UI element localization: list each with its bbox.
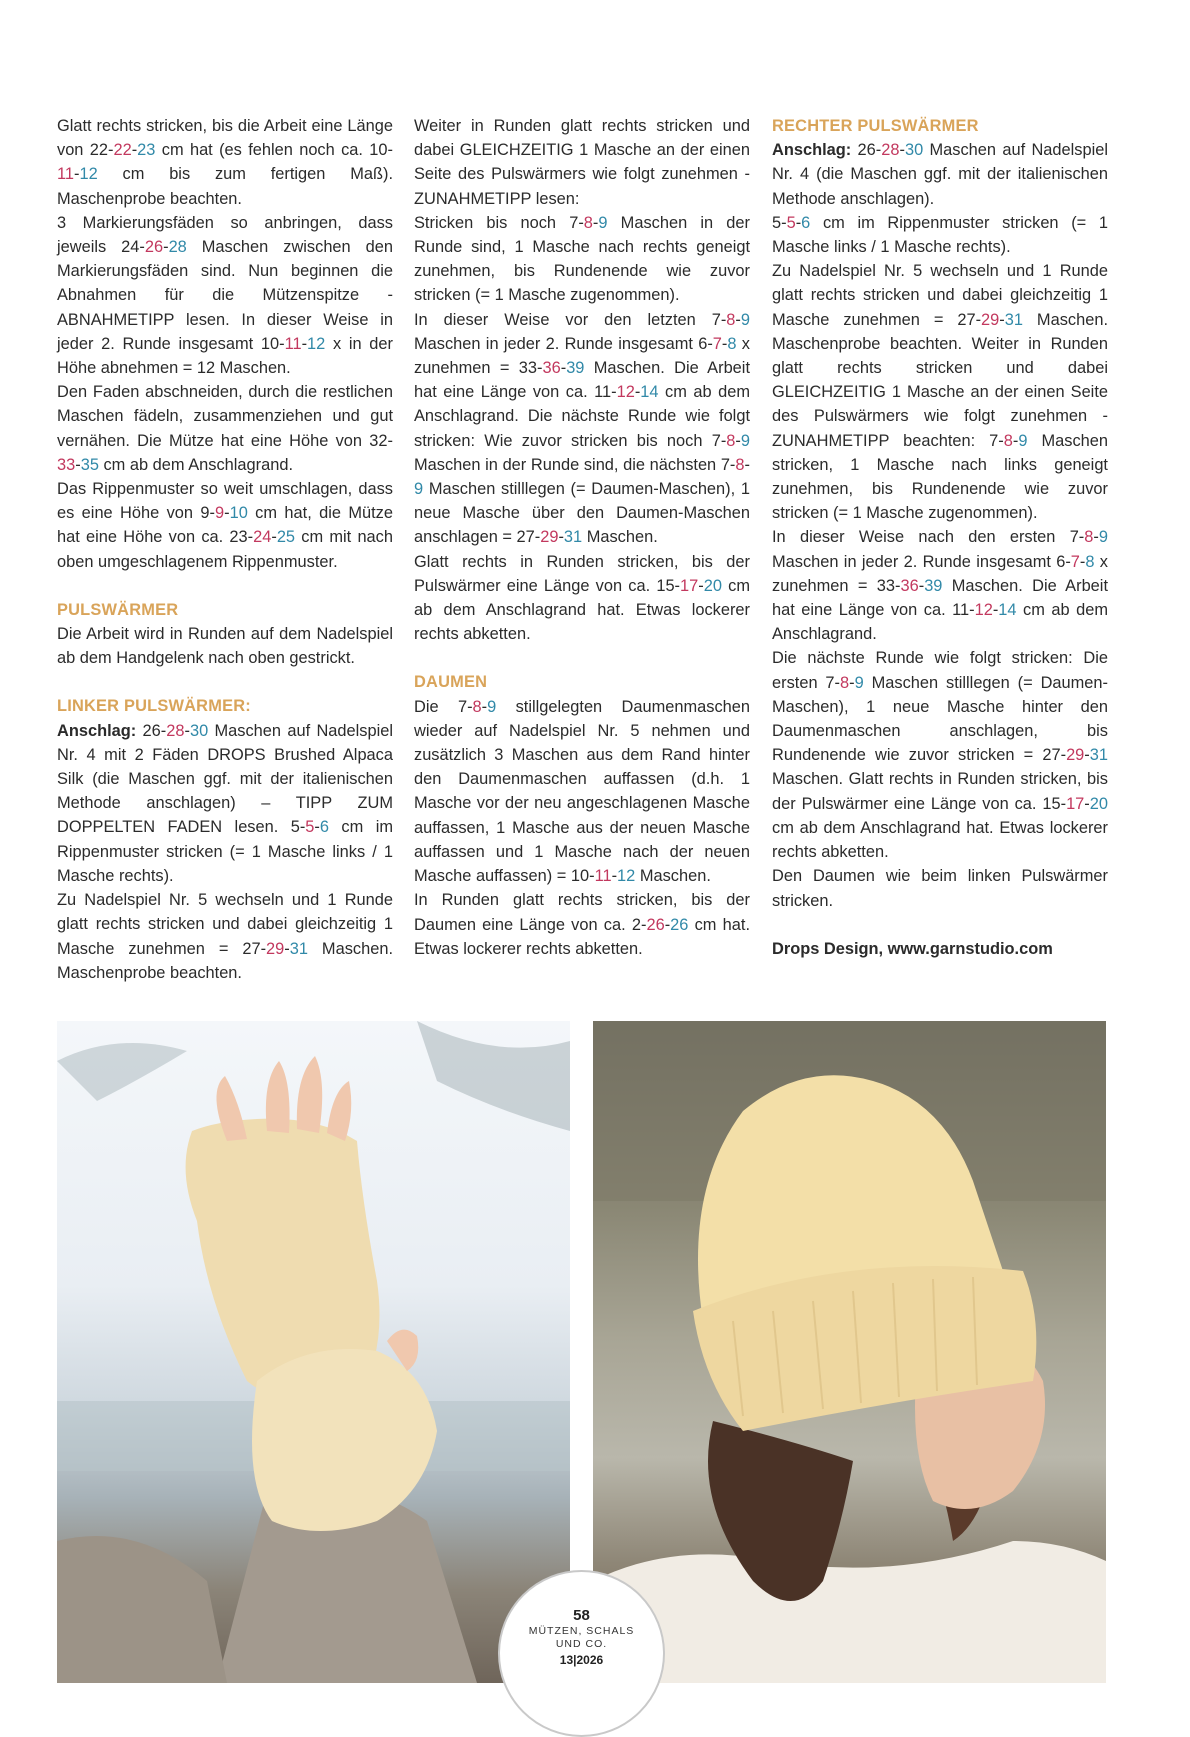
paragraph: Anschlag: 26-28-30 Maschen auf Nadelspiel Nr. 4 mit 2 Fäden DROPS Brushed Alpaca Silk (die Maschen ggf. mit der italienischen Methode anschlagen) – TIPP ZUM DOPPELTEN FADEN lesen. 5-5-6 cm im Rippenmuster stricken (= 1 Masche links / 1 Masche rechts). xyxy=(57,721,393,885)
section-heading: LINKER PULSWÄRMER: xyxy=(57,697,251,716)
issue-number: 13|2026 xyxy=(559,1653,604,1667)
text-column-2 xyxy=(414,114,750,961)
page-number-badge xyxy=(498,1570,665,1737)
section-heading: PULSWÄRMER xyxy=(57,600,179,619)
paragraph: Das Rippenmuster so weit umschlagen, dass es eine Höhe von 9-9-10 cm hat, die Mütze hat eine Höhe von ca. 23-24-25 cm mit nach oben umgeschlagenem Rippenmuster. xyxy=(57,480,393,571)
paragraph: Zu Nadelspiel Nr. 5 wechseln und 1 Runde glatt rechts stricken und dabei gleichzeitig 1 Masche zunehmen = 27-29-31 Maschen. Maschenprobe beachten. Weiter in Runden glatt rechts stricken und dabei GLEICHZEITIG 1 Masche an der einen Seite des Pulswärmers wie folgt zunehmen - ZUNAHMETIPP beachten: 7-8-9 Maschen stricken, 1 Masche nach links geneigt zunehmen, bis Rundenende wie zuvor stricken (= 1 Masche zugenommen). xyxy=(772,262,1108,523)
section-heading: RECHTER PULSWÄRMER xyxy=(772,117,979,135)
text-column-3 xyxy=(772,114,1108,961)
wrist-warmers-illustration xyxy=(57,1021,570,1683)
photo-wrist-warmers xyxy=(57,1021,570,1683)
page-number: 58 xyxy=(573,1607,590,1624)
paragraph: Stricken bis noch 7-8-9 Maschen in der Runde sind, 1 Masche nach rechts geneigt zunehmen, bis Rundenende wie zuvor stricken (= 1 Masche zugenommen). xyxy=(414,213,750,305)
paragraph: Glatt rechts in Runden stricken, bis der Pulswärmer eine Länge von ca. 15-17-20 cm ab dem Anschlagrand hat. Etwas lockerer rechts abketten. xyxy=(414,552,751,644)
paragraph: In dieser Weise vor den letzten 7-8-9 Maschen in jeder 2. Runde insgesamt 6-7-8 x zunehmen = 33-36-39 Maschen. Die Arbeit hat eine Länge von ca. 11-12-14 cm ab dem Anschlagrand. Die nächste Runde wie folgt stricken: Wie zuvor stricken bis noch 7-8-9 Maschen in der Runde sind, die nächsten 7-8-9 Maschen stilllegen (= Daumen-Maschen), 1 neue Masche über den Daumen-Maschen anschlagen = 27-29-31 Maschen. xyxy=(414,310,750,547)
paragraph: 3 Markierungsfäden so anbringen, dass jeweils 24-26-28 Maschen zwischen den Markierungsfäden sind. Nun beginnen die Abnahmen für die Mützenspitze - ABNAHMETIPP lesen. In dieser Weise in jeder 2. Runde insgesamt 10-11-12 x in der Höhe abnehmen = 12 Maschen. xyxy=(57,213,393,378)
magazine-title: MÜTZEN, SCHALS xyxy=(528,1625,635,1637)
paragraph: Weiter in Runden glatt rechts stricken und dabei GLEICHZEITIG 1 Masche an der einen Seite des Pulswärmers wie folgt zunehmen - ZUNAHMETIPP lesen: xyxy=(414,117,750,208)
paragraph: Zu Nadelspiel Nr. 5 wechseln und 1 Runde glatt rechts stricken und dabei gleichzeitig 1 Masche zunehmen = 27-29-31 Maschen. Maschenprobe beachten. xyxy=(57,891,393,982)
paragraph: Den Daumen wie beim linken Pulswärmer stricken. xyxy=(772,867,1108,910)
text-column-1 xyxy=(57,114,393,985)
paragraph: Anschlag: 26-28-30 Maschen auf Nadelspiel Nr. 4 (die Maschen ggf. mit der italienischen Methode anschlagen). xyxy=(772,141,1108,208)
paragraph: Glatt rechts stricken, bis die Arbeit eine Länge von 22-22-23 cm hat (es fehlen noch ca. 10-11-12 cm bis zum fertigen Maß). Maschenprobe beachten. xyxy=(57,117,393,208)
magazine-title-line2: UND CO. xyxy=(555,1638,608,1650)
paragraph: Die Arbeit wird in Runden auf dem Nadelspiel ab dem Handgelenk nach oben gestrickt. xyxy=(57,625,393,668)
paragraph: In dieser Weise nach den ersten 7-8-9 Maschen in jeder 2. Runde insgesamt 6-7-8 x zunehmen = 33-36-39 Maschen. Die Arbeit hat eine Länge von ca. 11-12-14 cm ab dem Anschlagrand. xyxy=(772,528,1108,644)
paragraph: Die 7-8-9 stillgelegten Daumenmaschen wieder auf Nadelspiel Nr. 5 nehmen und zusätzlich 3 Maschen aus dem Rand hinter den Daumenmaschen auffassen (d.h. 1 Masche vor der neu angeschlagenen Masche auffassen, 1 Masche aus der neuen Masche auffassen und 1 Masche nach der neuen Masche auffassen) = 10-11-12 Maschen. xyxy=(414,697,750,886)
paragraph: In Runden glatt rechts stricken, bis der Daumen eine Länge von ca. 2-26-26 cm hat. Etwas lockerer rechts abketten. xyxy=(414,891,751,958)
section-heading: DAUMEN xyxy=(414,673,488,692)
hat-illustration xyxy=(593,1021,1106,1683)
paragraph: Die nächste Runde wie folgt stricken: Die ersten 7-8-9 Maschen stilllegen (= Daumen-Maschen), 1 neue Masche hinter den Daumenmaschen anschlagen, bis Rundenende wie zuvor stricken = 27-29-31 Maschen. Glatt rechts in Runden stricken, bis der Pulswärmer eine Länge von ca. 15-17-20 cm ab dem Anschlagrand hat. Etwas lockerer rechts abketten. xyxy=(772,649,1108,862)
paragraph: Den Faden abschneiden, durch die restlichen Maschen fädeln, zusammenziehen und gut vernähen. Die Mütze hat eine Höhe von 32-33-35 cm ab dem Anschlagrand. xyxy=(57,383,393,474)
design-credit: Drops Design, www.garnstudio.com xyxy=(772,939,1053,958)
paragraph: 5-5-6 cm im Rippenmuster stricken (= 1 Masche links / 1 Masche rechts). xyxy=(772,213,1108,257)
photo-hat xyxy=(593,1021,1106,1683)
